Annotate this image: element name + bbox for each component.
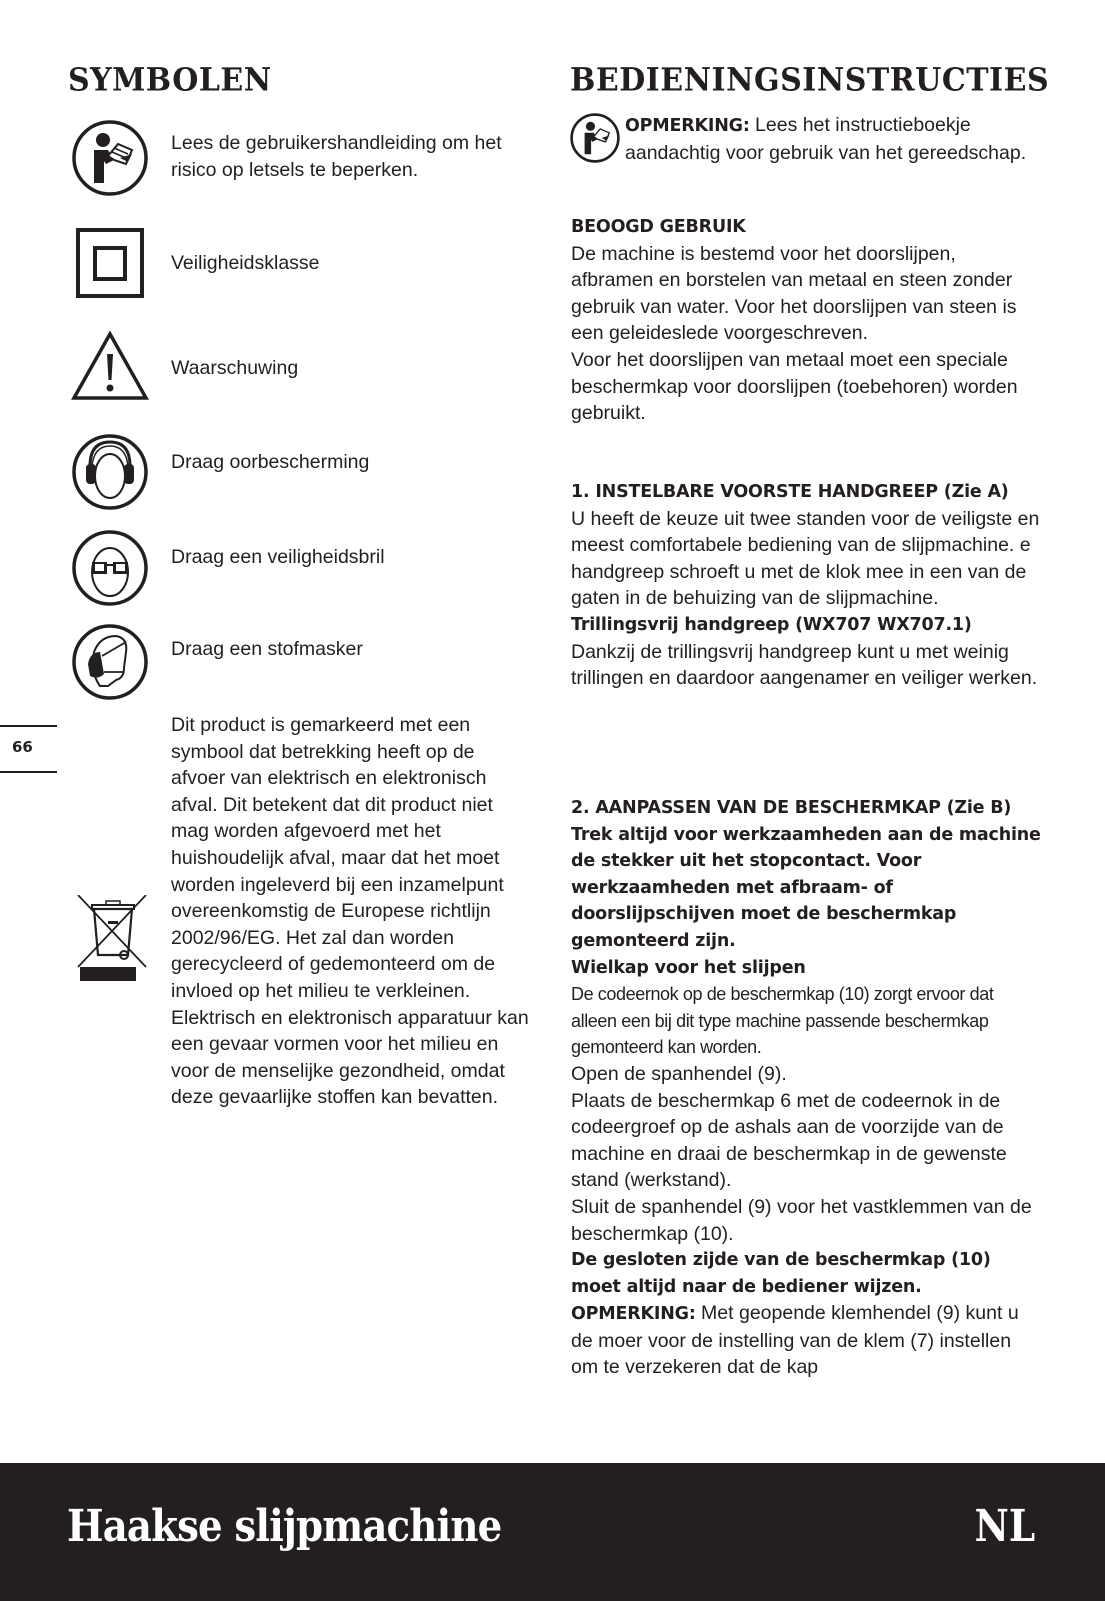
footer-bar [0, 1463, 1105, 1601]
intended-use-section [571, 214, 1041, 427]
section-heading-symbolen: SYMBOLEN [68, 62, 272, 99]
section-2-paragraph-2: Open de spanhendel (9). [571, 1062, 787, 1085]
footer-language-code: NL [974, 1501, 1035, 1552]
section-heading-bedieningsinstructies: BEDIENINGSINSTRUCTIES [570, 62, 1050, 99]
section-2-guard-adjustment [571, 795, 1041, 1381]
section-1-paragraph: U heeft de keuze uit twee standen voor de veiligste en meest comfortabele bediening van de slijpmachine. e handgreep schroeft u met de klok mee in een van de gaten in de behuizing van de slijpmachine. [571, 507, 1040, 610]
warning-triangle-icon [70, 328, 150, 408]
section-2-paragraph-4: Sluit de spanhendel (9) voor het vastklemmen van de beschermkap (10). [571, 1195, 1032, 1245]
intended-use-paragraph-1: De machine is bestemd voor het doorslijpen, afbramen en borstelen van metaal en steen zonder gebruik van water. Voor het doorslijpen van steen is een geleideslede voorgeschreven. [571, 242, 1017, 345]
section-2-paragraph-3: Plaats de beschermkap 6 met de codeernok in de codeergroef op de ashals aan de voorzijde van de machine en draai de beschermkap in de gewenste stand (werkstand). [571, 1089, 1007, 1192]
section-2-bold-note: De gesloten zijde van de beschermkap (10) moet altijd naar de bediener wijzen. [571, 1250, 991, 1297]
section-2-note-label: OPMERKING: [571, 1304, 696, 1325]
intended-use-title: BEOOGD GEBRUIK [571, 217, 746, 237]
weee-disposal-text: Dit product is gemarkeerd met een symbool dat betrekking heeft op de afvoer van elektrisch en elektronisch afval. Dit betekent dat dit product niet mag worden afgevoerd met het huishoudelijk afval, maar dat het moet worden ingeleverd bij een inzamelpunt overeenkomstig de Europese richtlijn 2002/96/EG. Het zal dan worden gerecycleerd of gedemonteerd om de invloed op het milieu te verkleinen. Elektrisch en elektronisch apparatuur kan een gevaar vormen voor het milieu en voor de menselijke gezondheid, omdat deze gevaarlijke stoffen kan bevatten. [171, 714, 529, 1109]
read-manual-icon [70, 118, 150, 198]
note-block [571, 112, 1041, 166]
double-insulation-icon [70, 224, 150, 304]
weee-crossed-bin-icon [74, 895, 154, 985]
symbol-text-safety-glasses: Draag een veiligheidsbril [171, 546, 385, 568]
section-2-subtitle: Wielkap voor het slijpen [571, 957, 806, 978]
ear-protection-icon [70, 432, 150, 512]
section-1-paragraph-2: Dankzij de trillingsvrij handgreep kunt u met weinig trillingen en daardoor aangenamer en veiliger werken. [571, 640, 1038, 690]
section-1-subtitle: Trillingsvrij handgreep (WX707 WX707.1) [571, 614, 972, 635]
section-2-note [571, 1300, 1041, 1381]
page-number: 66 [12, 738, 33, 756]
symbol-text-dust-mask: Draag een stofmasker [171, 638, 363, 660]
note-label: OPMERKING: [625, 116, 750, 136]
symbol-text-ear-protection: Draag oorbescherming [171, 451, 370, 473]
symbol-text-read-manual: Lees de gebruikershandleiding om het risico op letsels te beperken. [171, 132, 502, 181]
footer-product-title: Haakse slijpmachine [67, 1501, 502, 1552]
section-1-title: 1. INSTELBARE VOORSTE HANDGREEP (Zie A) [571, 482, 1009, 502]
dust-mask-icon [70, 622, 150, 702]
intended-use-paragraph-2: Voor het doorslijpen van metaal moet een speciale beschermkap voor doorslijpen (toebehoren) worden gebruikt. [571, 348, 1018, 425]
section-2-paragraph-1: De codeernok op de beschermkap (10) zorgt ervoor dat alleen een bij dit type machine passende beschermkap gemonteerd kan worden. [571, 984, 994, 1058]
section-2-warning: Trek altijd voor werkzaamheden aan de machine de stekker uit het stopcontact. Voor werkzaamheden met afbraam- of doorslijpschijven moet de beschermkap gemonteerd zijn. [571, 824, 1041, 951]
symbol-text-warning: Waarschuwing [171, 357, 299, 379]
safety-glasses-icon [70, 528, 150, 608]
read-manual-icon [569, 112, 621, 164]
section-2-title: 2. AANPASSEN VAN DE BESCHERMKAP (Zie B) [571, 798, 1012, 818]
symbol-text-safety-class: Veiligheidsklasse [171, 252, 320, 274]
note-text: Lees het instructieboekje aandachtig voor gebruik van het gereedschap. [625, 114, 1027, 164]
section-2-note-text: Met geopende klemhendel (9) kunt u de moer voor de instelling van de klem (7) instellen om te verzekeren dat de kap [571, 1302, 1019, 1379]
page-number-box [0, 725, 57, 773]
section-1-front-handle [571, 479, 1041, 692]
